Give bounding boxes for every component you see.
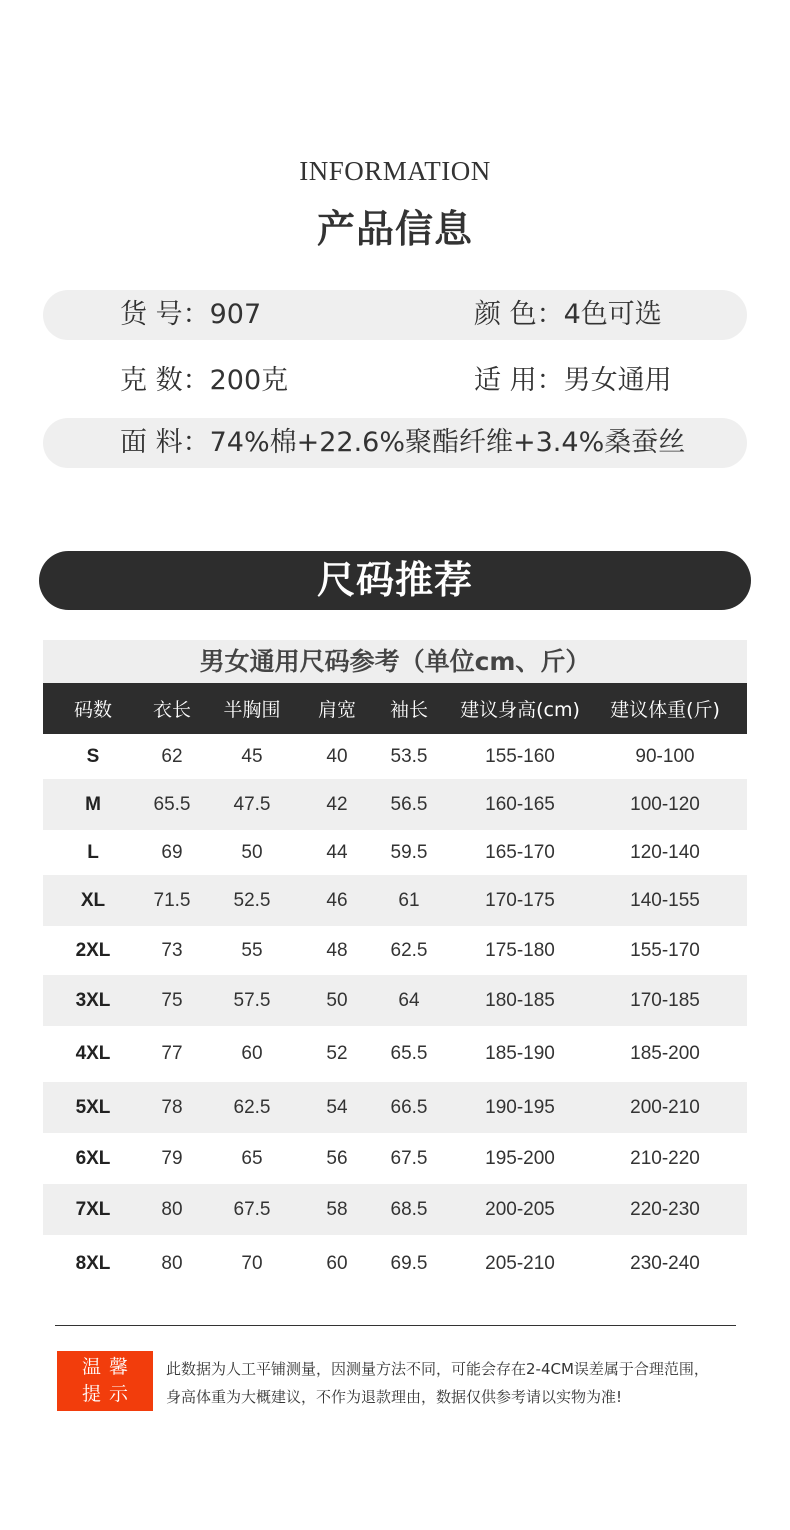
- cell-height: 195-200: [485, 1147, 555, 1169]
- cell-half-chest: 50: [241, 841, 263, 863]
- cell-sleeve: 68.5: [390, 1198, 428, 1220]
- header-length: 衣长: [152, 699, 191, 721]
- cell-weight: 220-230: [630, 1198, 700, 1220]
- cell-sleeve: 59.5: [390, 841, 428, 863]
- cell-sleeve: 69.5: [390, 1253, 428, 1274]
- cell-height: 175-180: [485, 939, 555, 961]
- cell-half-chest: 70: [241, 1253, 263, 1274]
- cell-half-chest: 65: [241, 1147, 263, 1169]
- cell-weight: 230-240: [630, 1253, 700, 1274]
- cell-size: M: [85, 793, 101, 815]
- weight-field: [120, 356, 288, 406]
- cell-size: 7XL: [75, 1198, 111, 1220]
- cell-weight: 155-170: [630, 939, 700, 961]
- cell-half-chest: 45: [241, 745, 263, 767]
- cell-sleeve: 56.5: [390, 793, 428, 815]
- cell-sleeve: 65.5: [390, 1043, 428, 1064]
- header-sleeve: 袖长: [389, 699, 428, 721]
- table-row: [43, 1026, 747, 1082]
- cell-height: 155-160: [485, 745, 555, 767]
- cell-half-chest: 47.5: [233, 793, 271, 815]
- cell-size: 3XL: [75, 989, 111, 1011]
- cell-size: 5XL: [75, 1096, 111, 1118]
- page-title: 产品信息: [316, 207, 473, 251]
- table-row: [43, 926, 747, 975]
- cell-height: 200-205: [485, 1198, 555, 1220]
- cell-height: 190-195: [485, 1096, 555, 1118]
- cell-length: 79: [161, 1147, 183, 1169]
- cell-shoulder: 44: [326, 841, 348, 863]
- table-row: [43, 975, 747, 1026]
- cell-sleeve: 62.5: [390, 939, 428, 961]
- cell-length: 78: [161, 1096, 183, 1118]
- cell-length: 77: [161, 1043, 183, 1064]
- cell-length: 71.5: [153, 889, 191, 911]
- color-label: 颜 色：: [474, 299, 564, 330]
- cell-shoulder: 42: [326, 793, 348, 815]
- cell-weight: 120-140: [630, 841, 700, 863]
- cell-length: 62: [161, 745, 183, 767]
- fabric-value: 74%棉+22.6%聚酯纤维+3.4%桑蚕丝: [209, 427, 686, 458]
- cell-sleeve: 61: [398, 889, 420, 911]
- header-weight: 建议体重(斤): [610, 699, 720, 721]
- cell-shoulder: 50: [326, 989, 348, 1011]
- cell-weight: 90-100: [635, 745, 695, 767]
- cell-size: 6XL: [75, 1147, 111, 1169]
- cell-size: 8XL: [75, 1253, 111, 1274]
- tip-text: [166, 1355, 766, 1411]
- cell-shoulder: 48: [326, 939, 348, 961]
- cell-half-chest: 62.5: [233, 1096, 271, 1118]
- cell-height: 185-190: [485, 1043, 555, 1064]
- tip-badge-line2: 提示: [81, 1383, 136, 1405]
- cell-size: XL: [80, 889, 106, 911]
- cell-shoulder: 54: [326, 1096, 348, 1118]
- table-row: [43, 1133, 747, 1184]
- cell-weight: 170-185: [630, 989, 700, 1011]
- fabric-field: [120, 418, 685, 468]
- info-row-article: [43, 290, 747, 340]
- table-row: [43, 875, 747, 926]
- cell-shoulder: 52: [326, 1043, 348, 1064]
- cell-length: 75: [161, 989, 183, 1011]
- table-row: [43, 830, 747, 875]
- cell-shoulder: 58: [326, 1198, 348, 1220]
- cell-height: 165-170: [485, 841, 555, 863]
- size-table-caption: 男女通用尺码参考（单位cm、斤）: [43, 640, 747, 683]
- fit-field: [474, 356, 672, 406]
- tip-line1: 此数据为人工平铺测量，因测量方法不同，可能会存在2-4CM误差属于合理范围，: [166, 1360, 709, 1378]
- tip-line2: 身高体重为大概建议，不作为退款理由，数据仅供参考请以实物为准!: [166, 1388, 623, 1406]
- cell-half-chest: 57.5: [233, 989, 271, 1011]
- header-half-chest: 半胸围: [223, 699, 281, 721]
- cell-height: 160-165: [485, 793, 555, 815]
- fit-label: 适 用：: [474, 365, 564, 396]
- cell-height: 180-185: [485, 989, 555, 1011]
- cell-sleeve: 53.5: [390, 745, 428, 767]
- table-row: [43, 779, 747, 830]
- cell-length: 80: [161, 1253, 183, 1274]
- title-en: INFORMATION: [299, 156, 491, 186]
- cell-half-chest: 52.5: [233, 889, 271, 911]
- cell-length: 69: [161, 841, 183, 863]
- cell-weight: 140-155: [630, 889, 700, 911]
- cell-half-chest: 60: [241, 1043, 263, 1064]
- weight-value: 200克: [209, 365, 289, 396]
- cell-size: 2XL: [75, 939, 111, 961]
- info-row-weight: [43, 356, 747, 406]
- cell-height: 170-175: [485, 889, 555, 911]
- info-row-fabric: [43, 418, 747, 468]
- table-row: [43, 1184, 747, 1235]
- section-title-size: 尺码推荐: [39, 551, 751, 610]
- cell-shoulder: 46: [326, 889, 348, 911]
- cell-weight: 100-120: [630, 793, 700, 815]
- cell-sleeve: 64: [398, 989, 420, 1011]
- cell-size: 4XL: [75, 1043, 111, 1064]
- cell-weight: 200-210: [630, 1096, 700, 1118]
- cell-shoulder: 40: [326, 745, 348, 767]
- tip-badge-line1: 温馨: [81, 1356, 136, 1378]
- cell-length: 65.5: [153, 793, 191, 815]
- article-value: 907: [209, 299, 262, 330]
- cell-size: L: [87, 841, 99, 863]
- cell-weight: 210-220: [630, 1147, 700, 1169]
- color-value: 4色可选: [563, 299, 662, 330]
- cell-shoulder: 56: [326, 1147, 348, 1169]
- cell-sleeve: 66.5: [390, 1096, 428, 1118]
- cell-height: 205-210: [485, 1253, 555, 1274]
- article-field: [120, 290, 261, 340]
- cell-weight: 185-200: [630, 1043, 700, 1064]
- table-row: [43, 1082, 747, 1133]
- header-height: 建议身高(cm): [460, 699, 580, 721]
- cell-size: S: [86, 745, 100, 767]
- tip-badge: [57, 1351, 153, 1411]
- color-field: [474, 290, 662, 340]
- divider: [55, 1325, 736, 1326]
- cell-half-chest: 67.5: [233, 1198, 271, 1220]
- cell-length: 73: [161, 939, 183, 961]
- cell-sleeve: 67.5: [390, 1147, 428, 1169]
- header-shoulder: 肩宽: [317, 699, 356, 721]
- fit-value: 男女通用: [563, 365, 672, 396]
- fabric-label: 面 料：: [120, 427, 210, 458]
- cell-shoulder: 60: [326, 1253, 348, 1274]
- size-table-header: [43, 683, 747, 734]
- table-row: [43, 1235, 747, 1293]
- header-size: 码数: [73, 699, 112, 721]
- cell-half-chest: 55: [241, 939, 263, 961]
- table-row: [43, 734, 747, 779]
- article-label: 货 号：: [120, 299, 210, 330]
- weight-label: 克 数：: [120, 365, 210, 396]
- cell-length: 80: [161, 1198, 183, 1220]
